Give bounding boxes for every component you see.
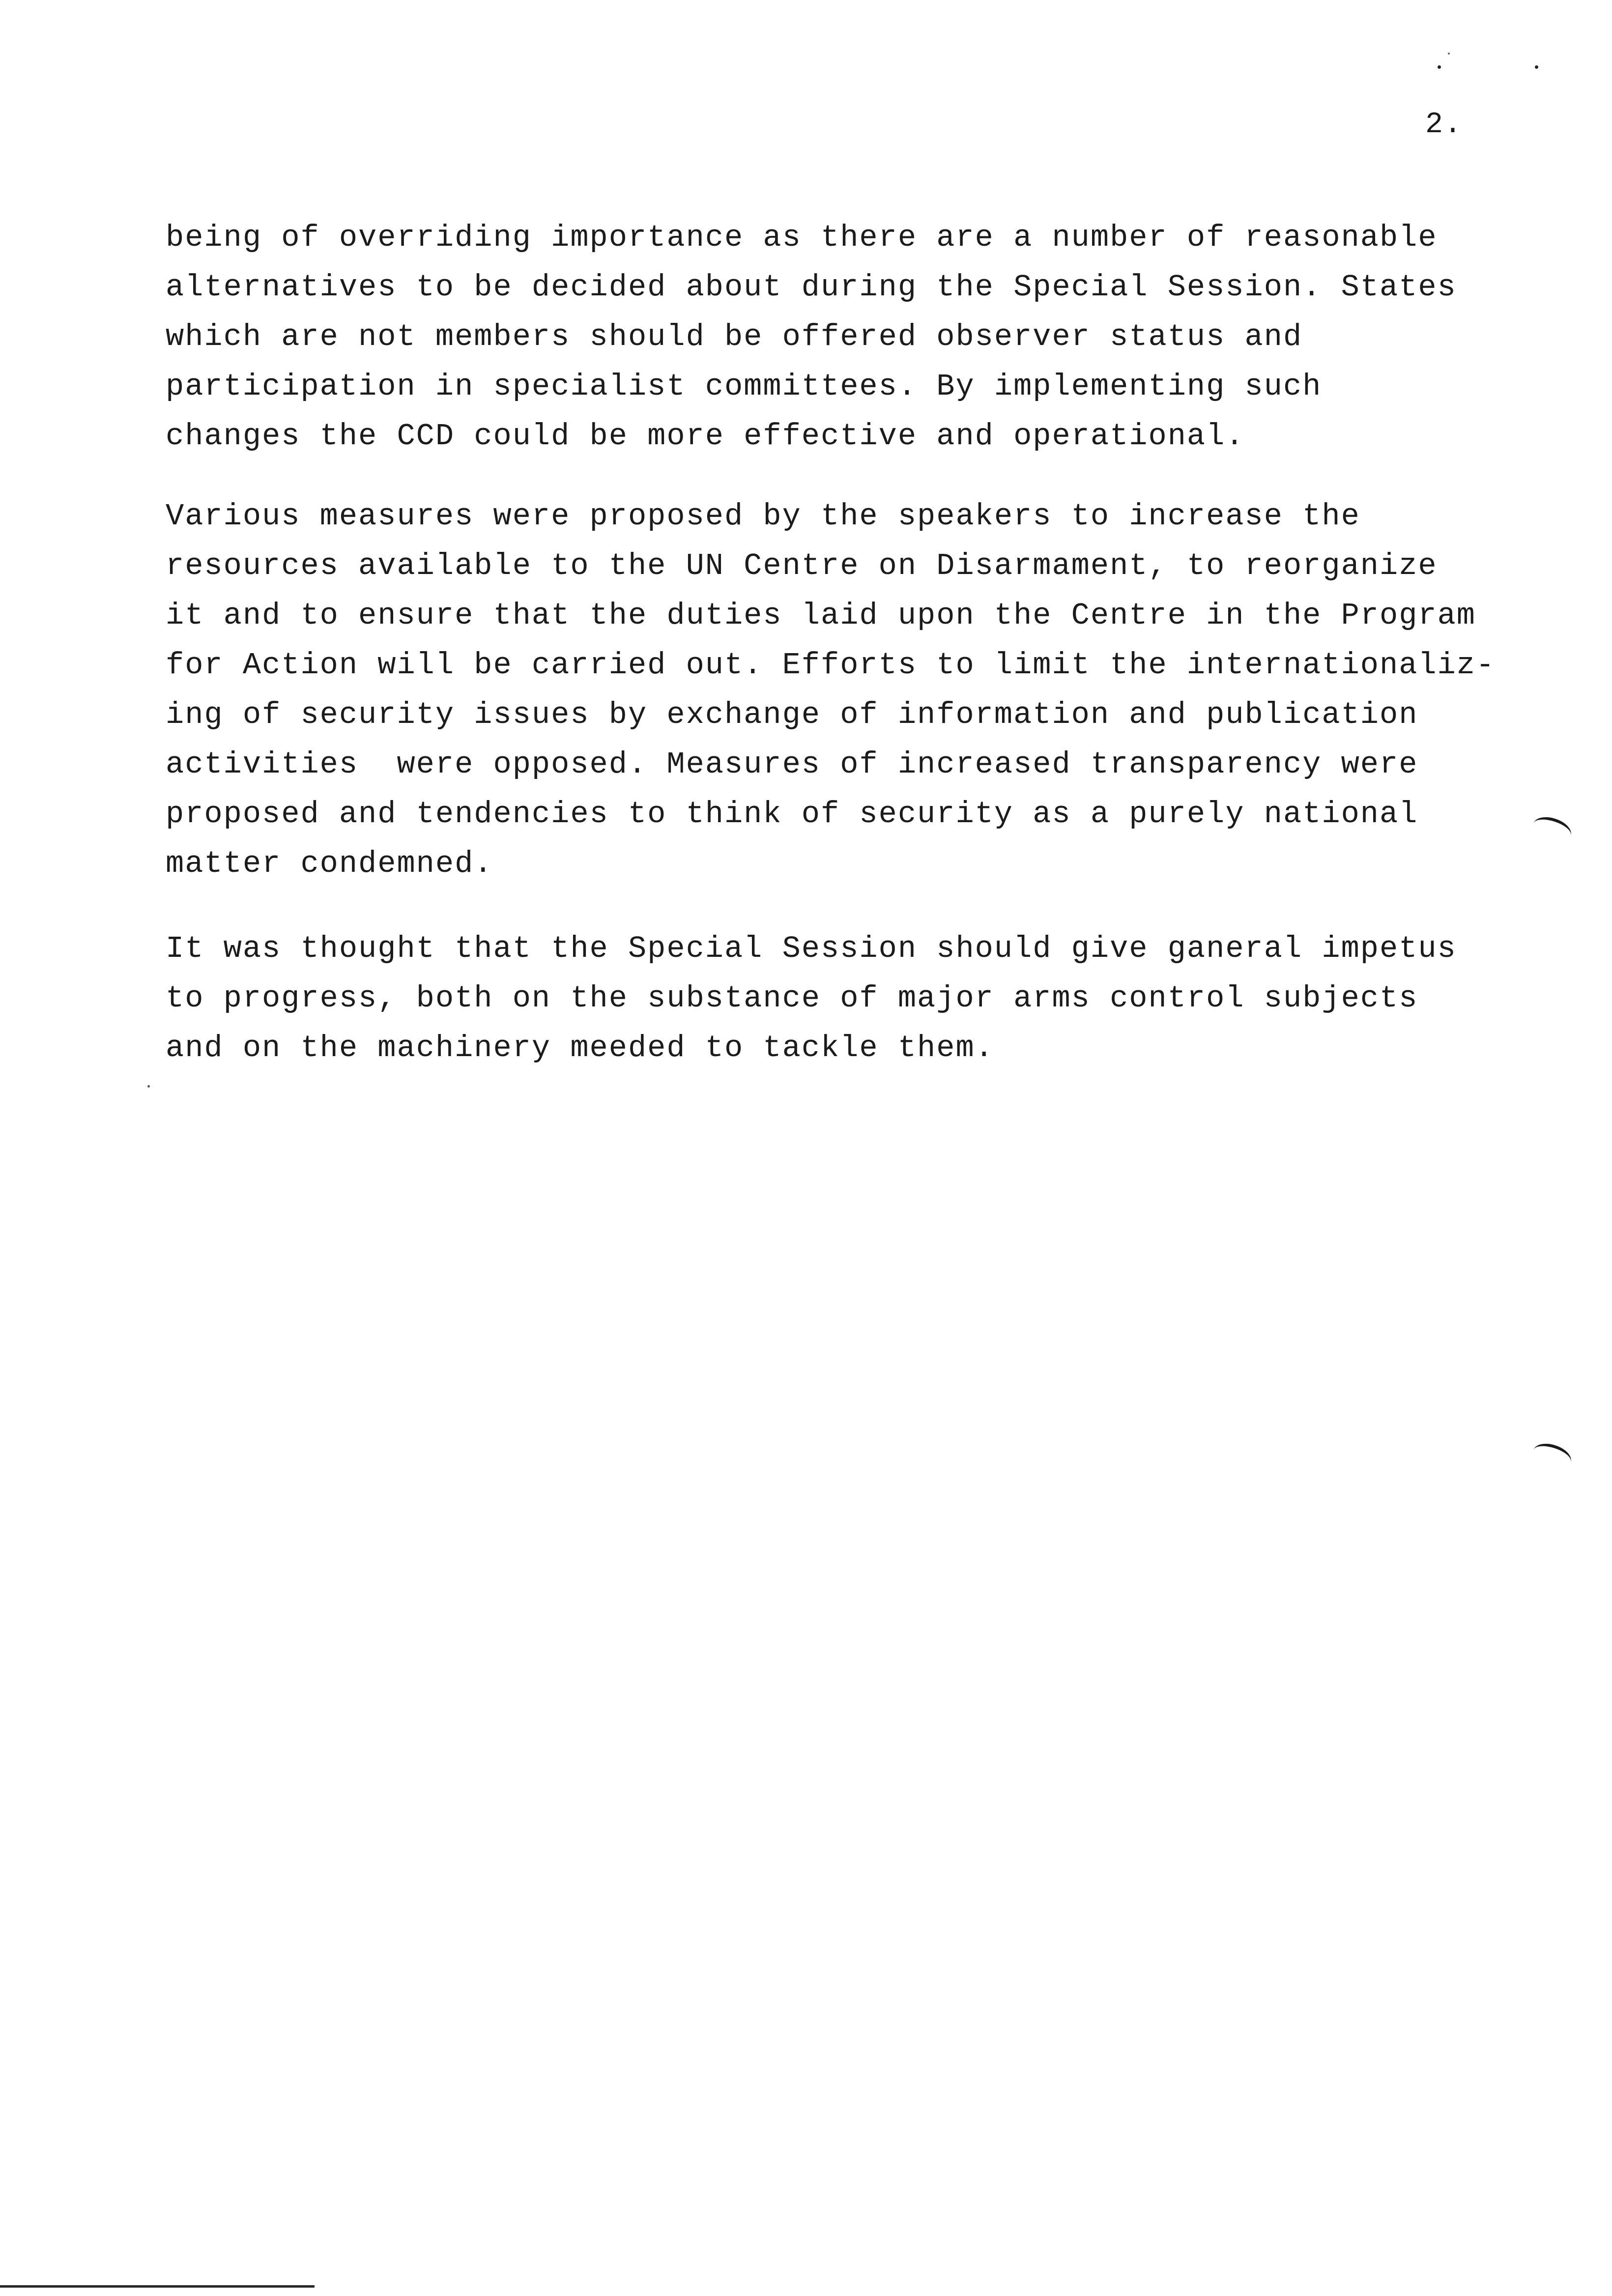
text-line: matter condemned. xyxy=(166,846,493,881)
text-line: changes the CCD could be more effective and operational. xyxy=(166,419,1245,454)
text-line: and on the machinery meeded to tackle them. xyxy=(166,1031,994,1065)
text-line: to progress, both on the substance of major arms control subjects xyxy=(166,981,1418,1016)
text-line: which are not members should be offered observer status and xyxy=(166,319,1303,354)
paragraph-1 xyxy=(166,213,1542,461)
text-line: activities were opposed. Measures of increased transparency were xyxy=(166,747,1418,782)
scan-speck xyxy=(1438,65,1441,69)
text-line: ing of security issues by exchange of information and publication xyxy=(166,697,1418,732)
text-line: proposed and tendencies to think of security as a purely national xyxy=(166,797,1418,832)
scan-speck xyxy=(1535,65,1538,69)
text-line: resources available to the UN Centre on Disarmament, to reorganize xyxy=(166,548,1438,583)
bottom-edge-line xyxy=(0,2285,315,2288)
text-line: it and to ensure that the duties laid upon the Centre in the Program xyxy=(166,598,1476,633)
scan-speck xyxy=(1448,53,1450,55)
text-line: participation in specialist committees. By implementing such xyxy=(166,369,1322,404)
text-line: Various measures were proposed by the speakers to increase the xyxy=(166,499,1360,534)
paragraph-3 xyxy=(166,924,1542,1073)
scan-speck xyxy=(147,1085,150,1088)
text-line: for Action will be carried out. Efforts to limit the internationaliz- xyxy=(166,648,1496,683)
text-line: It was thought that the Special Session should give ganeral impetus xyxy=(166,931,1457,966)
paragraph-2 xyxy=(166,491,1542,889)
text-line: alternatives to be decided about during the Special Session. States xyxy=(166,270,1457,305)
text-line: being of overriding importance as there are a number of reasonable xyxy=(166,220,1438,255)
page-number: 2. xyxy=(1425,108,1463,142)
margin-hook-mark xyxy=(1530,1439,1574,1473)
